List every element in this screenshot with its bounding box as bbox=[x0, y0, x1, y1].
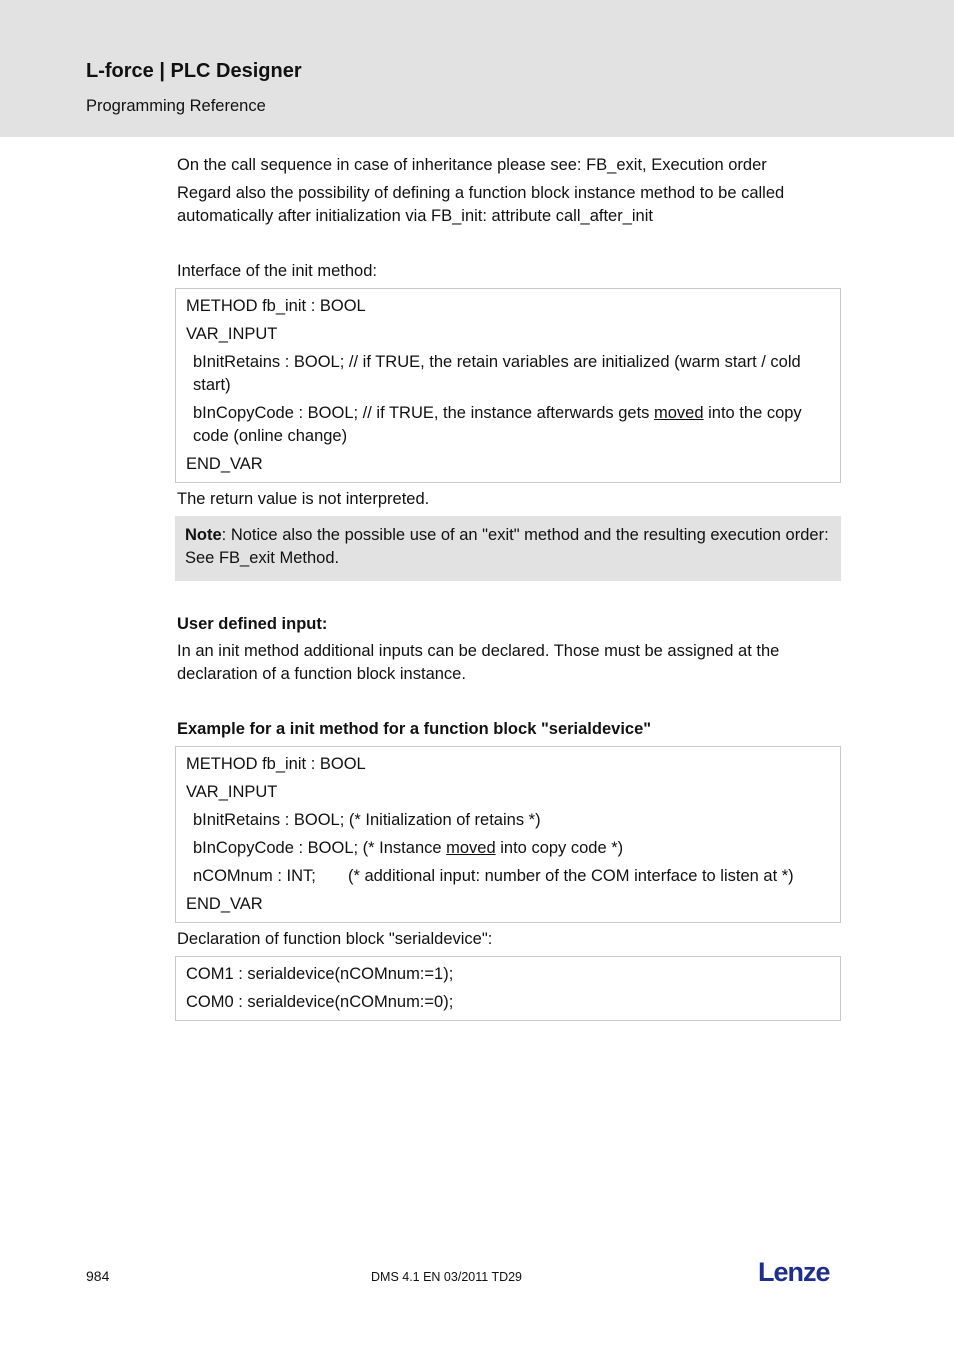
paragraph-call-sequence: On the call sequence in case of inheritance please see: FB_exit, Execution order bbox=[177, 156, 767, 174]
code-line: END_VAR bbox=[186, 895, 263, 913]
lenze-logo-icon bbox=[758, 1256, 838, 1286]
code-line: END_VAR bbox=[186, 455, 263, 473]
interface-label: Interface of the init method: bbox=[177, 262, 377, 280]
code-text: bInCopyCode : BOOL; (* Instance bbox=[193, 839, 447, 857]
example-heading: Example for a init method for a function block "serialdevice" bbox=[177, 720, 652, 738]
document-id: DMS 4.1 EN 03/2011 TD29 bbox=[371, 1270, 523, 1284]
code-line: COM0 : serialdevice(nCOMnum:=0); bbox=[186, 993, 454, 1011]
return-value-text: The return value is not interpreted. bbox=[177, 490, 430, 508]
code-block-interface bbox=[175, 288, 841, 483]
declaration-label: Declaration of function block "serialdevice": bbox=[177, 930, 493, 948]
paragraph-call-after-init: Regard also the possibility of defining a function block instance method to be called automatically after initialization via FB_init: attribute call_after_init bbox=[177, 184, 785, 225]
page-header bbox=[0, 0, 954, 137]
user-input-heading: User defined input: bbox=[177, 615, 328, 633]
code-line: VAR_INPUT bbox=[186, 783, 278, 801]
code-line: bInitRetains : BOOL; // if TRUE, the retain variables are initialized (warm start / cold start) bbox=[193, 353, 801, 394]
code-line bbox=[186, 837, 840, 860]
code-line: VAR_INPUT bbox=[186, 325, 278, 343]
lenze-logo bbox=[758, 1256, 838, 1291]
code-line: nCOMnum : INT; (* additional input: number of the COM interface to listen at *) bbox=[193, 867, 794, 885]
code-line bbox=[186, 402, 840, 448]
code-block-declaration bbox=[175, 956, 841, 1021]
logo-text: Lenze bbox=[758, 1257, 830, 1286]
code-text: into copy code *) bbox=[495, 839, 624, 857]
code-line: METHOD fb_init : BOOL bbox=[186, 755, 366, 773]
note-label: Note bbox=[185, 526, 222, 544]
note-text: : Notice also the possible use of an "exit" method and the resulting execution order: See FB_exit Method. bbox=[185, 526, 829, 567]
code-block-example bbox=[175, 746, 841, 923]
document-subtitle: Programming Reference bbox=[86, 97, 266, 115]
code-text: into the copy code (online change) bbox=[193, 404, 802, 445]
note-box bbox=[175, 516, 841, 581]
code-line: METHOD fb_init : BOOL bbox=[186, 297, 366, 315]
user-input-text: In an init method additional inputs can be declared. Those must be assigned at the declaration of a function block instance. bbox=[177, 642, 780, 683]
underlined-term: moved bbox=[654, 404, 704, 422]
code-text: bInCopyCode : BOOL; // if TRUE, the instance afterwards gets bbox=[193, 404, 654, 422]
document-title: L-force | PLC Designer bbox=[86, 60, 302, 82]
page-number: 984 bbox=[86, 1268, 110, 1284]
page-content bbox=[177, 154, 843, 1021]
underlined-term: moved bbox=[446, 839, 496, 857]
code-line: bInitRetains : BOOL; (* Initialization of retains *) bbox=[193, 811, 541, 829]
code-line: COM1 : serialdevice(nCOMnum:=1); bbox=[186, 965, 454, 983]
